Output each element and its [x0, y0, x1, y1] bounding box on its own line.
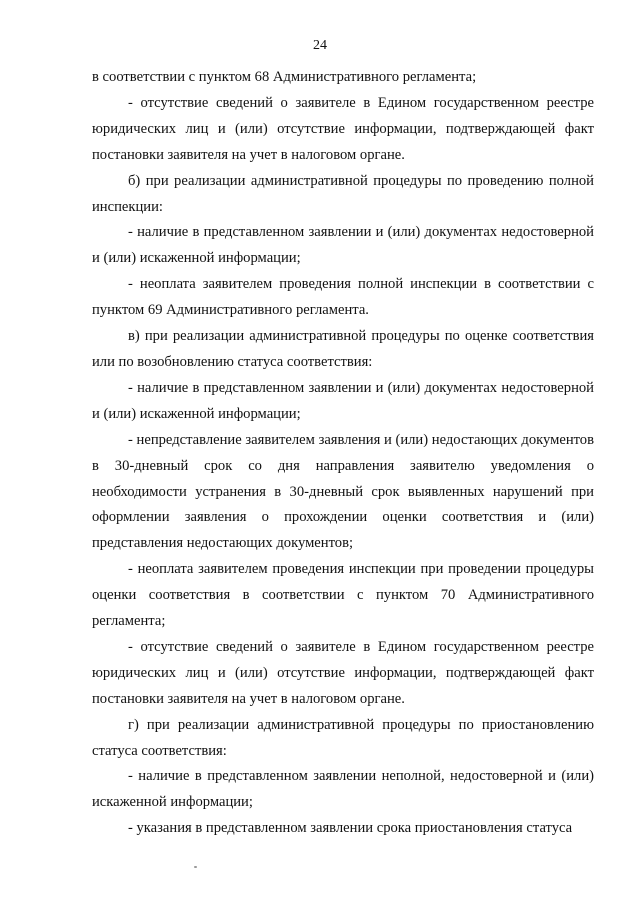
paragraph: - наличие в представленном заявлении и (или) документах недостоверной и (или) искаженной информации;	[92, 224, 594, 267]
paragraph: б) при реализации административной процедуры по проведению полной инспекции:	[92, 172, 594, 215]
paragraph: - наличие в представленном заявлении неполной, недостоверной и (или) искаженной информации;	[92, 768, 594, 811]
paragraph: в) при реализации административной процедуры по оценке соответствия или по возобновлению статуса соответствия:	[92, 328, 594, 370]
paragraph: - неоплата заявителем проведения полной инспекции в соответствии с пунктом 69 Административного регламента.	[92, 276, 594, 319]
paragraph: - неоплата заявителем проведения инспекции при проведении процедуры оценки соответствия в соответствии с пунктом 70 Административного регламента;	[92, 561, 594, 630]
page-number: 24	[313, 38, 327, 53]
paragraph: - отсутствие сведений о заявителе в Едином государственном реестре юридических лиц и (или) отсутствие информации, подтверждающей факт постановки заявителя на учет в налоговом органе.	[92, 94, 594, 163]
paragraph: - указания в представленном заявлении срока приостановления статуса	[128, 820, 573, 837]
paragraph: - наличие в представленном заявлении и (или) документах недостоверной и (или) искаженной информации;	[92, 379, 594, 422]
document-body	[92, 65, 594, 842]
paragraph: - отсутствие сведений о заявителе в Едином государственном реестре юридических лиц и (или) отсутствие информации, подтверждающей факт постановки заявителя на учет в налоговом органе.	[92, 638, 594, 707]
paragraph: - непредставление заявителем заявления и (или) недостающих документов в 30-дневный срок со дня направления заявителю уведомления о необходимости устранения в 30-дневный срок выявленных нарушений при оформлении заявления о прохождении оценки соответствия и (или) представления недостающих документов;	[92, 431, 594, 552]
paragraph: г) при реализации административной процедуры по приостановлению статуса соответствия:	[92, 716, 594, 759]
paragraph: в соответствии с пунктом 68 Административного регламента;	[92, 69, 477, 85]
scan-artifact	[194, 866, 197, 868]
